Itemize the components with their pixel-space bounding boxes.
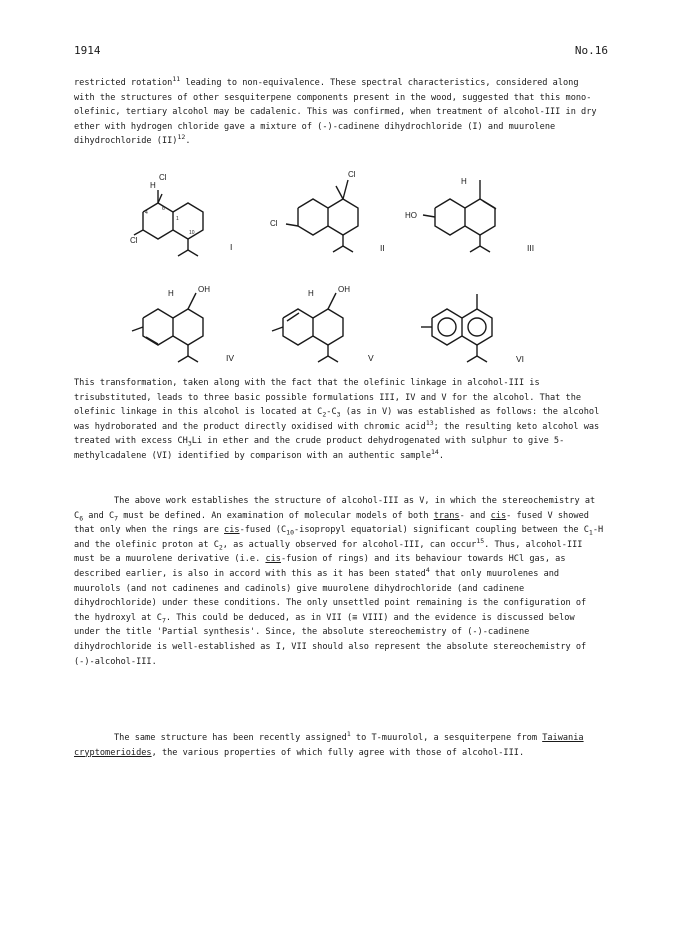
atom-number: 1 bbox=[176, 216, 179, 222]
text-run: - fused V showed that only when the rings are bbox=[74, 510, 589, 536]
text-run: , the various properties of which fully agree with those of alcohol-III. bbox=[151, 747, 525, 758]
superscript: 12 bbox=[177, 133, 186, 142]
subscript: 1 bbox=[588, 528, 593, 537]
structure-label: V bbox=[368, 353, 374, 363]
text-run: that only muurolenes and muurolols (and not cadinenes and cadinols) give muurolene dihydrochloride (and cadinene dihydrochloride) under these conditions. The only unsettled point remaining is the configuration of the hydroxyl at C bbox=[74, 568, 587, 623]
subscript: 7 bbox=[114, 514, 119, 523]
text-run: and C bbox=[83, 510, 115, 521]
superscript: 15 bbox=[476, 536, 485, 545]
atom-label: OH bbox=[338, 285, 350, 294]
structure-label: II bbox=[380, 243, 385, 253]
subscript: 2 bbox=[218, 543, 223, 552]
superscript: 14 bbox=[431, 448, 439, 457]
text-run: This transformation, taken along with the fact that the olefinic linkage in alcohol-III is trisubstituted, leads to three basic possible formulations III, IV and V for the alcohol. That the olefinic linkage in this alcohol is located at C bbox=[74, 378, 582, 418]
structure-V bbox=[268, 278, 398, 374]
underlined-text: cis bbox=[490, 510, 507, 521]
text-run: -fused (C bbox=[239, 525, 287, 536]
underlined-text: cis bbox=[265, 554, 281, 565]
paragraph-text bbox=[74, 376, 604, 464]
structure-III bbox=[405, 168, 545, 264]
text-run: restricted rotation bbox=[74, 78, 173, 88]
text-run: . bbox=[185, 136, 191, 147]
text-run: (as in V) was established as follows: the alcohol was hydroborated and the product directly oxidised with chromic acid bbox=[74, 407, 600, 432]
text-run: - and bbox=[459, 510, 491, 521]
text-run: -isopropyl equatorial) significant coupling between the C bbox=[293, 525, 589, 536]
paragraph-1 bbox=[74, 76, 604, 149]
structure-label: III bbox=[527, 243, 535, 253]
text-run: The same structure has been recently assigned bbox=[114, 733, 347, 743]
atom-label: H bbox=[308, 289, 314, 298]
paragraph-text bbox=[74, 494, 604, 669]
atom-label: H bbox=[150, 181, 156, 190]
text-run: , as actually observed for alcohol-III, can occur bbox=[222, 539, 477, 550]
paragraph-text bbox=[74, 731, 604, 760]
atom-label: HO bbox=[405, 211, 417, 220]
structure-IV bbox=[128, 278, 263, 374]
subscript: 2 bbox=[322, 410, 327, 419]
atom-number: 10 bbox=[189, 230, 195, 236]
subscript: 6 bbox=[79, 514, 84, 523]
atom-number: 4 bbox=[145, 210, 148, 216]
text-run: -C bbox=[326, 407, 337, 418]
atom-label: H bbox=[461, 177, 467, 186]
atom-label: Cl bbox=[348, 170, 356, 179]
underlined-text: trans bbox=[433, 510, 460, 521]
atom-label: Cl bbox=[159, 173, 167, 182]
paragraph-2 bbox=[74, 376, 604, 464]
text-run: -fusion of rings) and its behaviour towards HCl gas, as described earlier, is also in accord with this as it has been stated bbox=[74, 554, 566, 579]
journal-number: No.16 bbox=[574, 44, 608, 57]
paragraph-text bbox=[74, 76, 604, 149]
superscript: 4 bbox=[425, 566, 430, 575]
structure-VI bbox=[412, 282, 542, 374]
structure-label: VI bbox=[516, 354, 525, 364]
text-run: . bbox=[438, 450, 445, 461]
structure-I bbox=[128, 170, 258, 264]
page-number: 1914 bbox=[74, 44, 101, 57]
subscript: 3 bbox=[336, 410, 341, 419]
structure-label: I bbox=[230, 242, 233, 252]
paragraph-4 bbox=[74, 731, 604, 760]
atom-label: Cl bbox=[270, 219, 278, 228]
text-run: leading to non-equivalence. These spectral characteristics, considered along with the structures of other sesquiterpene components present in the wood, suggested that this mono-olefinic, tertiary alcohol may be cadalenic. This was confirmed, when treatment of alcohol-III in dry ether with hydrogen chloride gave a mixture of (-)-cadinene dihydrochloride (I) and muurolene dihydrochloride (II) bbox=[74, 78, 597, 147]
atom-label: OH bbox=[198, 285, 210, 294]
text-run: -H and the olefinic proton at C bbox=[74, 525, 604, 550]
superscript: 13 bbox=[425, 418, 434, 427]
ring-bonds bbox=[134, 190, 203, 256]
underlined-text: cis bbox=[224, 525, 240, 536]
text-run: Li in ether and the crude product dehydrogenated with sulphur to give 5-methylcadalene (VI) identified by comparison with an authentic sample bbox=[74, 436, 565, 461]
text-run: . This could be deduced, as in VII (≡ VIII) and the evidence is discussed below under the title 'Partial synthesis'. Since, the absolute stereochemistry of (-)-cadinene dihydrochloride is well-established as I, VII should also represent the absolute stereochemistry of (-)-alcohol-III. bbox=[74, 612, 587, 667]
structure-label: IV bbox=[226, 353, 235, 363]
subscript: 3 bbox=[187, 440, 192, 449]
atom-label: Cl bbox=[130, 236, 138, 245]
text-run: The above work establishes the structure of alcohol-III as V, in which the stereochemistry at C bbox=[74, 496, 596, 521]
text-run: ; the resulting keto alcohol was treated with excess CH bbox=[74, 421, 600, 447]
subscript: 10 bbox=[286, 528, 294, 537]
subscript: 7 bbox=[161, 616, 166, 625]
structure-II bbox=[268, 168, 398, 264]
underlined-text: Taiwania cryptomerioides bbox=[74, 733, 584, 758]
text-run: must be defined. An examination of molecular models of both bbox=[118, 510, 434, 521]
text-run: to T-muurolol, a sesquiterpene from bbox=[350, 733, 543, 743]
superscript: 1 bbox=[346, 730, 351, 739]
paragraph-3 bbox=[74, 494, 604, 669]
atom-number: 6 bbox=[162, 206, 165, 212]
superscript: 11 bbox=[172, 75, 181, 84]
text-run: . Thus, alcohol-III must be a muurolene derivative (i.e. bbox=[74, 539, 583, 565]
atom-label: H bbox=[168, 289, 174, 298]
